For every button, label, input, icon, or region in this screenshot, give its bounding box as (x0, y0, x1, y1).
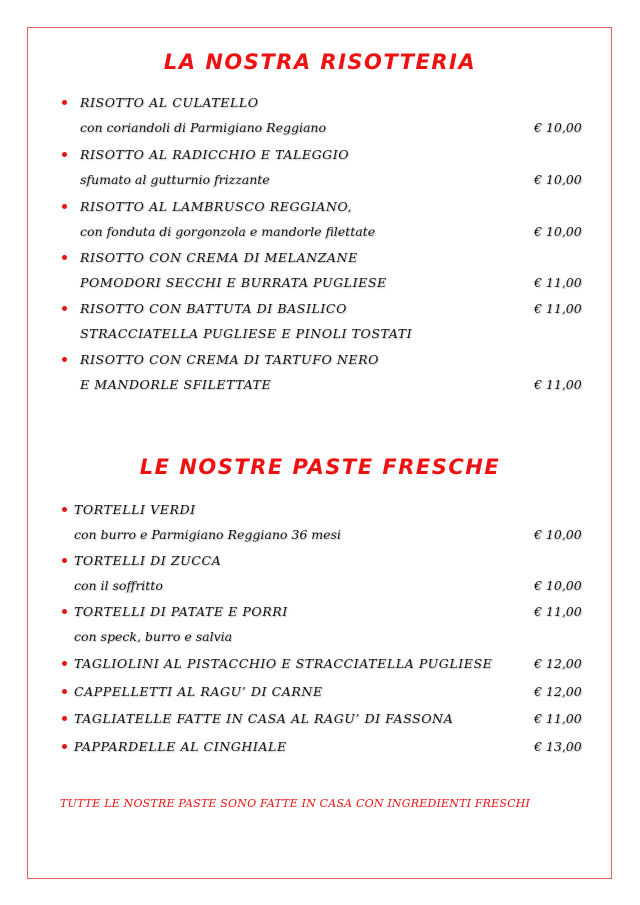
bullet-icon (62, 306, 67, 311)
pasta-item-name: TORTELLI DI PATATE E PORRI (74, 604, 288, 619)
bullet-icon (62, 204, 67, 209)
bullet-icon (62, 744, 67, 749)
bullet-icon (62, 507, 67, 512)
risotto-item-name: RISOTTO CON BATTUTA DI BASILICO (80, 301, 347, 316)
pasta-item-price: € 12,00 (534, 684, 582, 699)
pasta-item-desc: con burro e Parmigiano Reggiano 36 mesi (74, 527, 341, 542)
pasta-item-name: CAPPELLETTI AL RAGU’ DI CARNE (74, 684, 323, 699)
risotto-item-name: RISOTTO AL RADICCHIO E TALEGGIO (80, 147, 350, 162)
pasta-item-price: € 10,00 (534, 527, 582, 542)
risotto-item-price: € 10,00 (534, 172, 582, 187)
paste-title: LE NOSTRE PASTE FRESCHE (139, 455, 501, 479)
risotto-item-desc: con coriandoli di Parmigiano Reggiano (80, 120, 326, 135)
pasta-item-price: € 12,00 (534, 656, 582, 671)
pasta-item-desc: con il soffritto (74, 578, 163, 593)
pasta-item-name: TORTELLI VERDI (74, 502, 196, 517)
risotto-item-desc: STRACCIATELLA PUGLIESE E PINOLI TOSTATI (80, 326, 413, 341)
bullet-icon (62, 152, 67, 157)
bullet-icon (62, 255, 67, 260)
risotto-item-price: € 10,00 (534, 224, 582, 239)
bullet-icon (62, 716, 67, 721)
bullet-icon (62, 661, 67, 666)
bullet-icon (62, 357, 67, 362)
risotto-item-name: RISOTTO CON CREMA DI TARTUFO NERO (80, 352, 380, 367)
pasta-item-desc: con speck, burro e salvia (74, 629, 233, 644)
pasta-item-price: € 11,00 (534, 604, 582, 619)
risotto-item-price: € 11,00 (534, 301, 582, 316)
risotto-item-name: RISOTTO AL CULATELLO (80, 95, 259, 110)
pasta-item-price: € 11,00 (534, 711, 582, 726)
risotto-item-price: € 11,00 (534, 377, 582, 392)
risotto-item-name: RISOTTO AL LAMBRUSCO REGGIANO, (80, 199, 353, 214)
bullet-icon (62, 689, 67, 694)
risotto-item-desc: sfumato al gutturnio frizzante (80, 172, 270, 187)
risotto-item-desc: con fonduta di gorgonzola e mandorle filettate (80, 224, 376, 239)
risotto-item-price: € 11,00 (534, 275, 582, 290)
bullet-icon (62, 100, 67, 105)
risotto-item-desc: POMODORI SECCHI E BURRATA PUGLIESE (80, 275, 387, 290)
pasta-item-name: TORTELLI DI ZUCCA (74, 553, 222, 568)
pasta-item-price: € 10,00 (534, 578, 582, 593)
risotto-item-desc: E MANDORLE SFILETTATE (80, 377, 272, 392)
risotteria-title: LA NOSTRA RISOTTERIA (163, 50, 477, 74)
pasta-item-price: € 13,00 (534, 739, 582, 754)
pasta-item-name: TAGLIATELLE FATTE IN CASA AL RAGU’ DI FASSONA (74, 711, 454, 726)
bullet-icon (62, 558, 67, 563)
risotto-item-price: € 10,00 (534, 120, 582, 135)
bullet-icon (62, 609, 67, 614)
pasta-item-name: TAGLIOLINI AL PISTACCHIO E STRACCIATELLA PUGLIESE (74, 656, 493, 671)
pasta-item-name: PAPPARDELLE AL CINGHIALE (74, 739, 287, 754)
footer-note: TUTTE LE NOSTRE PASTE SONO FATTE IN CASA CON INGREDIENTI FRESCHI (60, 797, 531, 810)
risotto-item-name: RISOTTO CON CREMA DI MELANZANE (80, 250, 358, 265)
